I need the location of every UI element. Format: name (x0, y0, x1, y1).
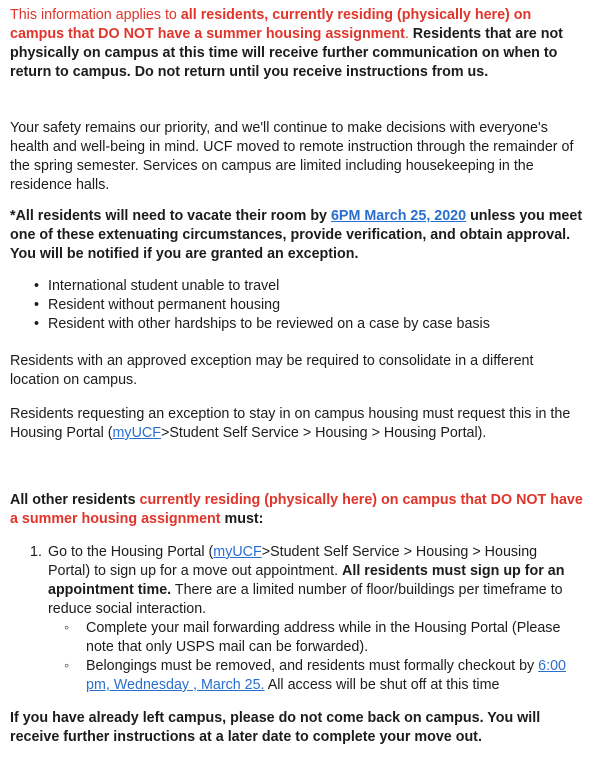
exception-circumstances-list (34, 277, 574, 334)
myucf-link[interactable]: myUCF (213, 544, 262, 560)
step-number: 1. (30, 544, 42, 560)
step-1-signup-emphasis: All residents must sign up for an appointment time. (48, 563, 565, 598)
vacate-conditions: unless you meet one of these extenuating circumstances, provide verification, and obtain approval. You will be notified if you are granted an exception. (10, 208, 583, 262)
vacate-deadline-link[interactable]: 6PM March 25, 2020 (330, 208, 467, 224)
move-out-steps-list (30, 543, 578, 695)
other-residents-heading (10, 491, 585, 529)
checkout-deadline-link[interactable]: 6:00 pm, Wednesday , March 25. (86, 658, 566, 693)
list-item: • Resident without permanent housing (34, 296, 574, 315)
vacate-text: *All residents will need to vacate their room by (10, 208, 331, 224)
list-item (64, 657, 578, 695)
intro-period: . (404, 26, 413, 42)
intro-not-on-campus-notice: Residents that are not physically on campus at this time will receive further communication on when to return to campus. Do not return until you receive instructions from us. (10, 26, 563, 80)
exception-request-path: >Student Self Service > Housing > Housing Portal). (160, 425, 487, 441)
other-residents-must: must: (220, 511, 264, 527)
exception-request-paragraph (10, 405, 585, 443)
intro-emphasis: all residents, currently residing (physically here) on campus that DO NOT have a summer housing assignment (10, 7, 532, 42)
step-1-substeps (48, 619, 578, 695)
access-shutoff-note: All access will be shut off at this time (264, 677, 500, 693)
intro-paragraph (10, 6, 585, 82)
checkout-text: Belongings must be removed, and residents must formally checkout by (86, 658, 539, 674)
list-item: • Resident with other hardships to be reviewed on a case by case basis (34, 315, 574, 334)
exception-request-text: Residents requesting an exception to stay in on campus housing must request this in the Housing Portal ( (10, 406, 571, 441)
consolidation-paragraph: Residents with an approved exception may be required to consolidate in a different location on campus. (10, 353, 534, 388)
step-1-path: >Student Self Service > Housing > Housing Portal) to sign up for a move out appointment. (48, 544, 538, 579)
step-1 (48, 543, 578, 695)
list-item: • International student unable to travel (34, 277, 574, 296)
step-1-limit-note: There are a limited number of floor/buildings per timeframe to reduce social interaction. (48, 582, 563, 617)
step-1-text (48, 543, 578, 619)
left-campus-paragraph: If you have already left campus, please do not come back on campus. You will receive further instructions at a later date to complete your move out. (10, 710, 541, 745)
intro-text: This information applies to (10, 7, 181, 23)
vacate-paragraph (10, 207, 585, 264)
safety-paragraph: Your safety remains our priority, and we'll continue to make decisions with everyone's health and well-being in mind. UCF moved to remote instruction through the remainder of the spring semester. Services on campus are limited including housekeeping in the residence halls. (10, 120, 574, 193)
myucf-link[interactable]: myUCF (112, 425, 161, 441)
other-residents-text: All other residents (10, 492, 140, 508)
other-residents-emphasis: currently residing (physically here) on campus that DO NOT have a summer housing assignment (10, 492, 583, 527)
step-1-intro: Go to the Housing Portal ( (48, 544, 214, 560)
list-item: ◦ Complete your mail forwarding address while in the Housing Portal (Please note that only USPS mail can be forwarded). (64, 619, 578, 657)
